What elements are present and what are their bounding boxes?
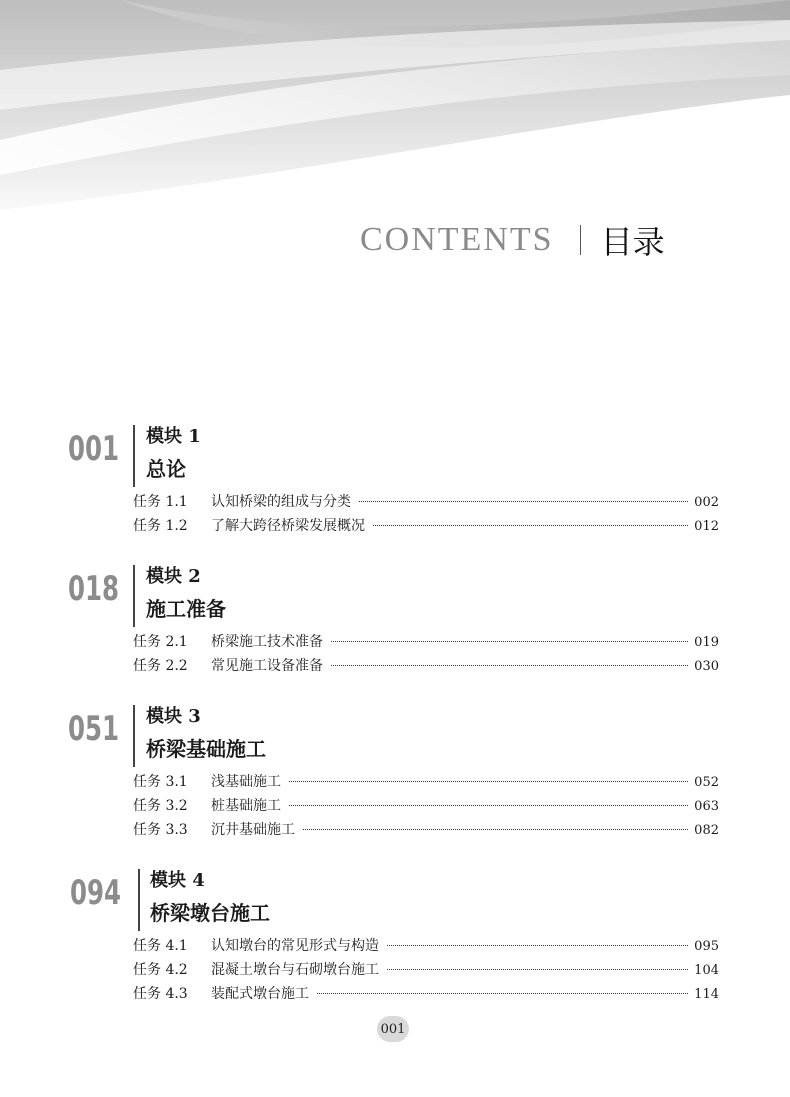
task-name: 装配式墩台施工 bbox=[211, 986, 309, 1002]
toc-entry[interactable] bbox=[133, 771, 719, 791]
task-page-number: 063 bbox=[694, 799, 719, 814]
task-page-number: 012 bbox=[694, 519, 719, 534]
task-name: 沉井基础施工 bbox=[211, 822, 295, 838]
task-name: 了解大跨径桥梁发展概况 bbox=[211, 518, 365, 534]
contents-title-english: CONTENTS bbox=[360, 221, 554, 258]
task-page-number: 019 bbox=[694, 635, 719, 650]
dot-leader bbox=[289, 805, 688, 806]
module-number: 018 bbox=[68, 569, 120, 609]
module-title: 总论 bbox=[146, 457, 186, 481]
module-title: 桥梁墩台施工 bbox=[150, 901, 270, 925]
dot-leader bbox=[387, 969, 688, 970]
toc-entry[interactable] bbox=[133, 491, 719, 511]
task-code: 任务 3.3 bbox=[133, 822, 188, 838]
task-code: 任务 3.2 bbox=[133, 798, 188, 814]
task-page-number: 052 bbox=[694, 775, 719, 790]
task-code: 任务 1.1 bbox=[133, 494, 188, 510]
task-page-number: 114 bbox=[694, 987, 719, 1002]
toc-entry[interactable] bbox=[133, 795, 719, 815]
task-name: 浅基础施工 bbox=[211, 774, 281, 790]
task-page-number: 002 bbox=[694, 495, 719, 510]
task-code: 任务 4.1 bbox=[133, 938, 188, 954]
task-name: 认知墩台的常见形式与构造 bbox=[211, 938, 379, 954]
module-number: 001 bbox=[68, 429, 120, 469]
module-label: 模块 2 bbox=[146, 566, 201, 587]
module-title: 施工准备 bbox=[146, 597, 226, 621]
contents-title-chinese: 目录 bbox=[600, 223, 665, 261]
task-page-number: 082 bbox=[694, 823, 719, 838]
toc-entry[interactable] bbox=[133, 983, 719, 1003]
dot-leader bbox=[359, 501, 688, 502]
task-name: 桥梁施工技术准备 bbox=[211, 634, 323, 650]
module-title: 桥梁基础施工 bbox=[146, 737, 266, 761]
module-label: 模块 1 bbox=[146, 426, 201, 447]
task-code: 任务 1.2 bbox=[133, 518, 188, 534]
task-page-number: 095 bbox=[694, 939, 719, 954]
dot-leader bbox=[317, 993, 688, 994]
module-label: 模块 4 bbox=[150, 870, 205, 891]
dot-leader bbox=[373, 525, 688, 526]
module-divider bbox=[138, 869, 140, 931]
toc-entry[interactable] bbox=[133, 515, 719, 535]
toc-entry[interactable] bbox=[133, 935, 719, 955]
dot-leader bbox=[289, 781, 688, 782]
toc-entry[interactable] bbox=[133, 631, 719, 651]
toc-entry[interactable] bbox=[133, 655, 719, 675]
toc-entry[interactable] bbox=[133, 819, 719, 839]
contents-title bbox=[360, 215, 665, 265]
dot-leader bbox=[331, 665, 688, 666]
module-label: 模块 3 bbox=[146, 706, 201, 727]
task-code: 任务 4.3 bbox=[133, 986, 188, 1002]
title-divider bbox=[580, 225, 581, 255]
module-divider bbox=[133, 565, 135, 627]
page-number: 001 bbox=[380, 1021, 406, 1037]
module-divider bbox=[133, 425, 135, 487]
task-name: 混凝土墩台与石砌墩台施工 bbox=[211, 962, 379, 978]
task-name: 常见施工设备准备 bbox=[211, 658, 323, 674]
task-name: 桩基础施工 bbox=[211, 798, 281, 814]
module-number: 094 bbox=[70, 873, 122, 913]
task-code: 任务 4.2 bbox=[133, 962, 188, 978]
module-number: 051 bbox=[68, 709, 120, 749]
task-name: 认知桥梁的组成与分类 bbox=[211, 494, 351, 510]
task-code: 任务 2.1 bbox=[133, 634, 188, 650]
dot-leader bbox=[331, 641, 688, 642]
task-code: 任务 2.2 bbox=[133, 658, 188, 674]
toc-entry[interactable] bbox=[133, 959, 719, 979]
task-page-number: 104 bbox=[694, 963, 719, 978]
header-swoosh-decoration bbox=[0, 0, 790, 230]
module-divider bbox=[133, 705, 135, 767]
task-page-number: 030 bbox=[694, 659, 719, 674]
dot-leader bbox=[387, 945, 688, 946]
dot-leader bbox=[303, 829, 688, 830]
page-number-badge bbox=[377, 1016, 409, 1042]
task-code: 任务 3.1 bbox=[133, 774, 188, 790]
